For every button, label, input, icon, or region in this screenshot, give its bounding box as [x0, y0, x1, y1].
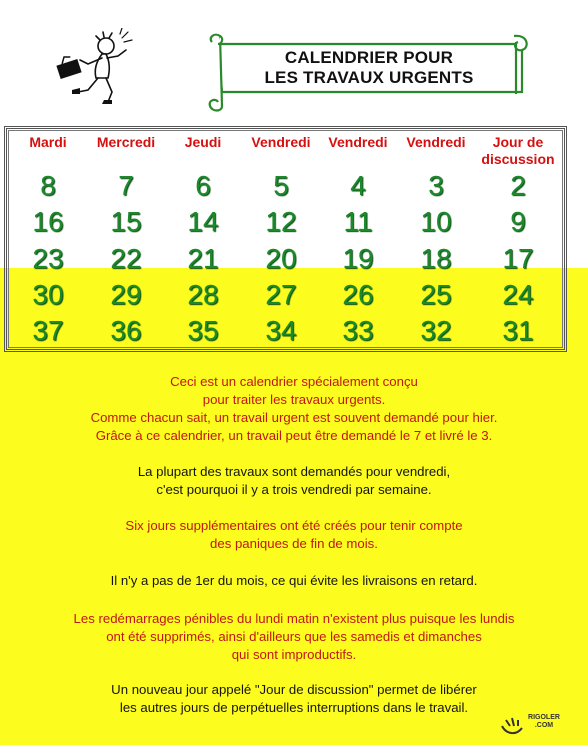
paragraph	[20, 610, 568, 664]
calendar-day-number: 25	[420, 279, 452, 310]
paragraph-line: Six jours supplémentaires ont été créés pour tenir compte	[125, 518, 463, 533]
paragraph	[20, 517, 568, 553]
paragraph-line: ont été supprimés, ainsi d'ailleurs que les samedis et dimanches	[106, 629, 482, 644]
day-header	[241, 134, 321, 151]
paragraph	[20, 572, 568, 590]
calendar-day-number: 3	[428, 170, 444, 201]
calendar-day-number: 19	[342, 243, 374, 274]
day-header	[318, 134, 398, 151]
day-header-line: Vendredi	[406, 134, 466, 150]
calendar-day-number: 20	[265, 243, 297, 274]
paragraph-line: des paniques de fin de mois.	[210, 536, 378, 551]
paragraph-line: Il n'y a pas de 1er du mois, ce qui évite les livraisons en retard.	[110, 573, 478, 588]
paragraph-line: La plupart des travaux sont demandés pour vendredi,	[137, 464, 451, 479]
title-line-2: LES TRAVAUX URGENTS	[264, 68, 474, 87]
paragraph-line: Un nouveau jour appelé "Jour de discussion" permet de libérer	[111, 682, 477, 697]
calendar-day-number: 17	[502, 243, 534, 274]
calendar-day-number: 12	[265, 206, 297, 237]
day-header	[163, 134, 243, 151]
paragraph-line: Les redémarrages pénibles du lundi matin n'existent plus puisque les lundis	[73, 611, 515, 626]
day-header	[86, 134, 166, 151]
paragraph	[20, 681, 568, 717]
calendar-day-number: 18	[420, 243, 452, 274]
calendar-day-number: 5	[273, 170, 289, 201]
paragraph-line: pour traiter les travaux urgents.	[202, 392, 386, 407]
day-header-line: Vendredi	[328, 134, 388, 150]
day-header	[8, 134, 88, 151]
calendar-day-number: 7	[118, 170, 134, 201]
calendar-day-number: 26	[342, 279, 374, 310]
calendar-day-number: 15	[110, 206, 142, 237]
calendar-day-number: 33	[342, 315, 374, 346]
calendar-day-number: 24	[502, 279, 534, 310]
day-header-line: Jour de	[492, 134, 544, 150]
paragraph-line: c'est pourquoi il y a trois vendredi par semaine.	[156, 482, 432, 497]
paragraph-line: Grâce à ce calendrier, un travail peut être demandé le 7 et livré le 3.	[95, 428, 493, 443]
calendar-day-number: 23	[32, 243, 64, 274]
calendar-day-number: 35	[187, 315, 219, 346]
calendar-day-number: 4	[350, 170, 366, 201]
day-header-line: Vendredi	[251, 134, 311, 150]
page-title	[226, 48, 512, 88]
calendar-day-number: 21	[187, 243, 219, 274]
logo-line-2: .COM	[534, 722, 554, 729]
calendar-day-number: 2	[510, 170, 526, 201]
calendar-day-number: 34	[265, 315, 297, 346]
calendar-day-number: 22	[110, 243, 142, 274]
calendar-day-number: 6	[195, 170, 211, 201]
day-header-line: Mardi	[29, 134, 67, 150]
day-header	[396, 134, 476, 151]
paragraph-line: Ceci est un calendrier spécialement conçu	[170, 374, 418, 389]
calendar-day-number: 32	[420, 315, 452, 346]
calendar-day-number: 36	[110, 315, 142, 346]
calendar-day-number: 31	[502, 315, 534, 346]
calendar-day-number: 9	[510, 206, 526, 237]
calendar-day-number: 8	[40, 170, 56, 201]
running-worker-illustration	[44, 28, 136, 106]
calendar-day-number: 37	[32, 315, 64, 346]
day-header-line: Mercredi	[96, 134, 156, 150]
paragraph-line: qui sont improductifs.	[231, 647, 357, 662]
day-header-line: discussion	[481, 151, 555, 167]
calendar-day-number: 28	[187, 279, 219, 310]
day-header	[473, 134, 563, 168]
calendar-day-number: 30	[32, 279, 64, 310]
paragraph-line: les autres jours de perpétuelles interruptions dans le travail.	[119, 700, 469, 715]
logo-text	[528, 714, 560, 730]
day-header-line: Jeudi	[184, 134, 222, 150]
calendar-day-number: 14	[187, 206, 219, 237]
paragraph-line: Comme chacun sait, un travail urgent est souvent demandé pour hier.	[90, 410, 498, 425]
calendar-day-number: 27	[265, 279, 297, 310]
calendar-day-number: 10	[420, 206, 452, 237]
paragraph	[20, 373, 568, 445]
title-line-1: CALENDRIER POUR	[284, 48, 454, 67]
logo-line-1: RIGOLER	[528, 714, 560, 721]
calendar-day-number: 16	[32, 206, 64, 237]
calendar-day-number: 11	[343, 206, 373, 237]
calendar-day-number: 29	[110, 279, 142, 310]
paragraph	[20, 463, 568, 499]
